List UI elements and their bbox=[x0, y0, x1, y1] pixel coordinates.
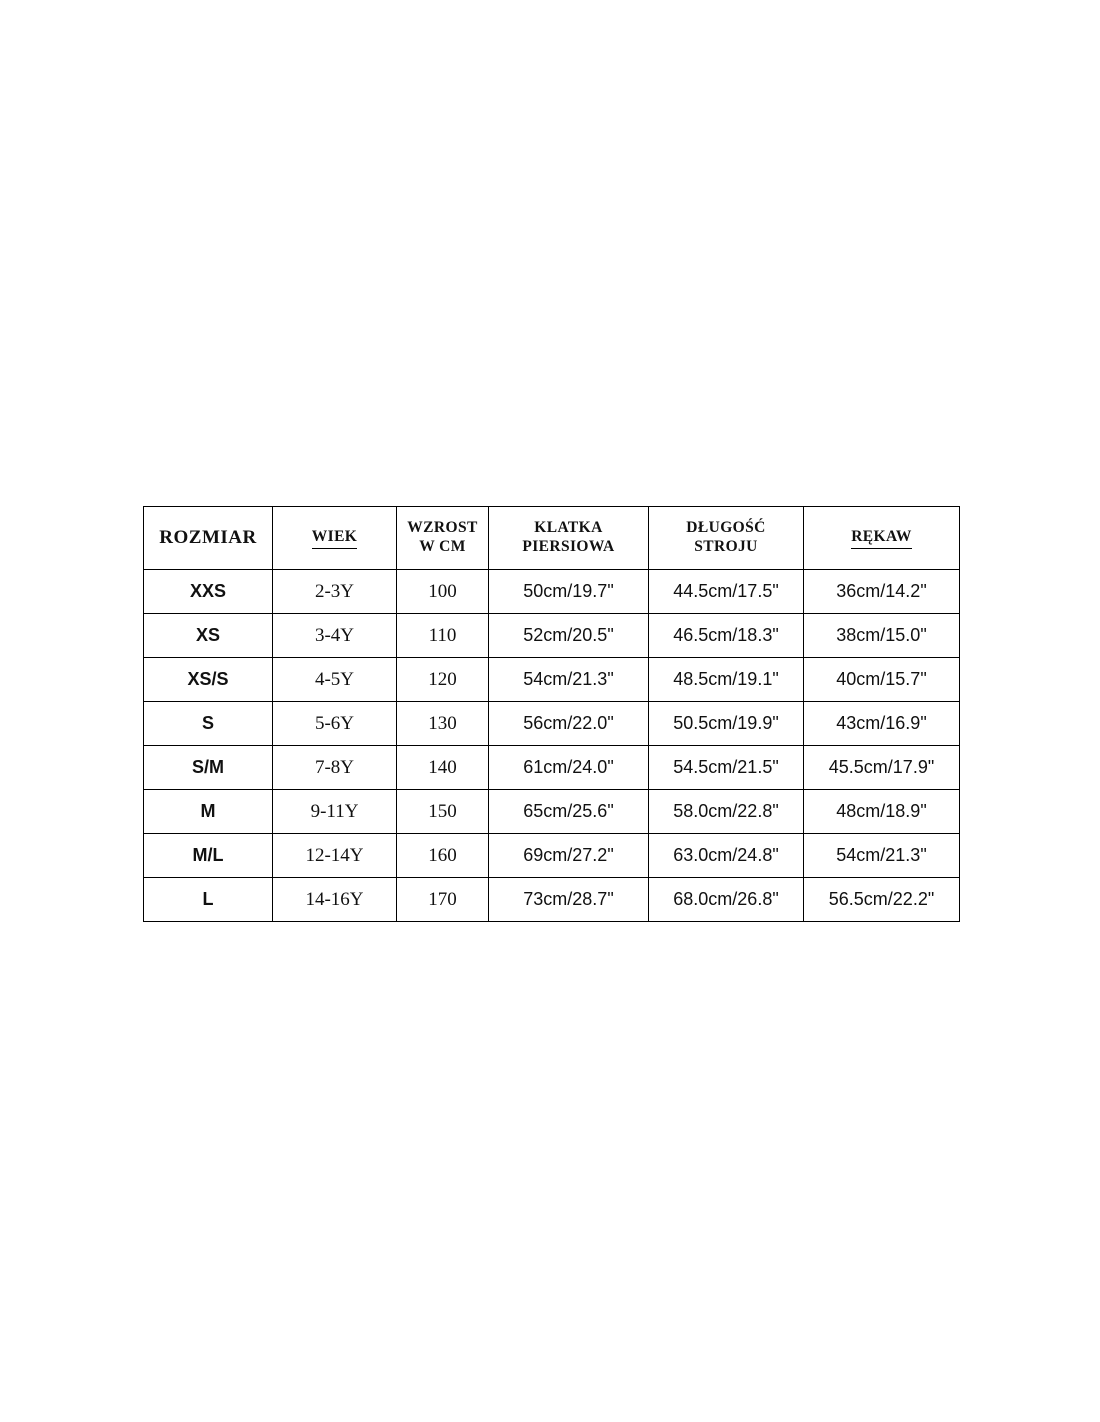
cell-height: 130 bbox=[397, 702, 489, 746]
cell-chest: 52cm/20.5" bbox=[489, 614, 649, 658]
cell-size: XS/S bbox=[144, 658, 273, 702]
table-row bbox=[144, 702, 960, 746]
cell-age: 12-14Y bbox=[273, 834, 397, 878]
cell-age: 5-6Y bbox=[273, 702, 397, 746]
size-chart-table bbox=[143, 506, 960, 922]
table-header bbox=[144, 507, 960, 570]
column-header-age bbox=[273, 507, 397, 570]
cell-height: 150 bbox=[397, 790, 489, 834]
table-row bbox=[144, 658, 960, 702]
column-header-length-line1: DŁUGOŚĆ bbox=[686, 519, 766, 537]
cell-sleeve: 43cm/16.9" bbox=[804, 702, 960, 746]
cell-sleeve: 45.5cm/17.9" bbox=[804, 746, 960, 790]
cell-chest: 69cm/27.2" bbox=[489, 834, 649, 878]
column-header-length-line2: STROJU bbox=[694, 538, 758, 555]
cell-chest: 50cm/19.7" bbox=[489, 570, 649, 614]
cell-chest: 54cm/21.3" bbox=[489, 658, 649, 702]
cell-age: 9-11Y bbox=[273, 790, 397, 834]
cell-size: M bbox=[144, 790, 273, 834]
column-header-sleeve-label: RĘKAW bbox=[851, 527, 912, 548]
table-row bbox=[144, 570, 960, 614]
cell-height: 110 bbox=[397, 614, 489, 658]
cell-length: 46.5cm/18.3" bbox=[649, 614, 804, 658]
cell-age: 2-3Y bbox=[273, 570, 397, 614]
cell-age: 7-8Y bbox=[273, 746, 397, 790]
cell-chest: 56cm/22.0" bbox=[489, 702, 649, 746]
cell-sleeve: 56.5cm/22.2" bbox=[804, 878, 960, 922]
cell-size: M/L bbox=[144, 834, 273, 878]
column-header-age-label: WIEK bbox=[312, 527, 358, 548]
cell-sleeve: 40cm/15.7" bbox=[804, 658, 960, 702]
table-header-row bbox=[144, 507, 960, 570]
column-header-chest-line2: PIERSIOWA bbox=[522, 538, 615, 555]
cell-age: 14-16Y bbox=[273, 878, 397, 922]
cell-chest: 61cm/24.0" bbox=[489, 746, 649, 790]
table-row bbox=[144, 878, 960, 922]
column-header-size-label: ROZMIAR bbox=[159, 527, 257, 549]
size-chart-container bbox=[143, 506, 959, 922]
cell-sleeve: 48cm/18.9" bbox=[804, 790, 960, 834]
cell-size: S/M bbox=[144, 746, 273, 790]
cell-size: L bbox=[144, 878, 273, 922]
cell-age: 3-4Y bbox=[273, 614, 397, 658]
column-header-length bbox=[649, 507, 804, 570]
cell-sleeve: 38cm/15.0" bbox=[804, 614, 960, 658]
column-header-chest-line1: KLATKA bbox=[534, 519, 603, 537]
cell-height: 140 bbox=[397, 746, 489, 790]
cell-length: 63.0cm/24.8" bbox=[649, 834, 804, 878]
table-body bbox=[144, 570, 960, 922]
cell-sleeve: 36cm/14.2" bbox=[804, 570, 960, 614]
cell-length: 44.5cm/17.5" bbox=[649, 570, 804, 614]
cell-chest: 73cm/28.7" bbox=[489, 878, 649, 922]
column-header-sleeve bbox=[804, 507, 960, 570]
cell-length: 58.0cm/22.8" bbox=[649, 790, 804, 834]
cell-height: 170 bbox=[397, 878, 489, 922]
column-header-size bbox=[144, 507, 273, 570]
column-header-height bbox=[397, 507, 489, 570]
cell-height: 120 bbox=[397, 658, 489, 702]
table-row bbox=[144, 790, 960, 834]
table-row bbox=[144, 614, 960, 658]
cell-size: XS bbox=[144, 614, 273, 658]
cell-chest: 65cm/25.6" bbox=[489, 790, 649, 834]
cell-length: 50.5cm/19.9" bbox=[649, 702, 804, 746]
column-header-height-line2: W CM bbox=[419, 538, 466, 555]
cell-height: 160 bbox=[397, 834, 489, 878]
cell-size: XXS bbox=[144, 570, 273, 614]
cell-length: 48.5cm/19.1" bbox=[649, 658, 804, 702]
table-row bbox=[144, 746, 960, 790]
table-row bbox=[144, 834, 960, 878]
column-header-chest bbox=[489, 507, 649, 570]
cell-length: 68.0cm/26.8" bbox=[649, 878, 804, 922]
cell-height: 100 bbox=[397, 570, 489, 614]
cell-age: 4-5Y bbox=[273, 658, 397, 702]
cell-length: 54.5cm/21.5" bbox=[649, 746, 804, 790]
cell-sleeve: 54cm/21.3" bbox=[804, 834, 960, 878]
column-header-height-line1: WZROST bbox=[407, 519, 478, 537]
cell-size: S bbox=[144, 702, 273, 746]
